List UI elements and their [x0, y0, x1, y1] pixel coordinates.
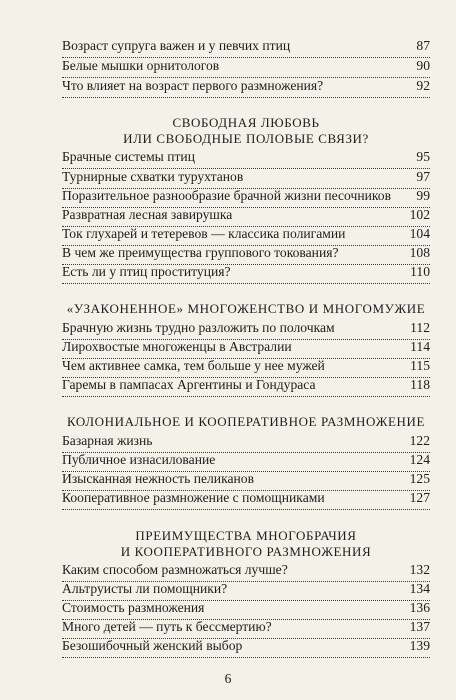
toc-entry: [62, 187, 430, 208]
entry-page-number: 115: [410, 358, 430, 373]
entry-title: Чем активнее самка, тем больше у нее мужей: [62, 358, 325, 373]
entry-title: Гаремы в пампасах Аргентины и Гондураса: [62, 377, 316, 392]
toc-entry: [62, 263, 430, 284]
entry-page-number: 87: [416, 38, 430, 53]
entry-title: Публичное изнасилование: [62, 452, 216, 467]
entry-title: Много детей — путь к бессмертию?: [62, 619, 272, 634]
toc-entry: [62, 637, 430, 658]
toc-entry: [62, 244, 430, 265]
entry-title: Брачную жизнь трудно разложить по полочкам: [62, 320, 335, 335]
entry-title: Брачные системы птиц: [62, 149, 195, 164]
toc-entry: [62, 37, 430, 58]
entry-title: В чем же преимущества группового токования?: [62, 245, 339, 260]
entry-page-number: 102: [409, 207, 430, 222]
entry-page-number: 125: [409, 471, 430, 486]
entry-title: Поразительное разнообразие брачной жизни песочников: [62, 188, 392, 203]
entry-page-number: 139: [409, 638, 430, 653]
entry-title: Альтруисты ли помощники?: [62, 581, 228, 596]
entry-title: Лирохвостые многоженцы в Австралии: [62, 339, 292, 354]
toc-entry: [62, 618, 430, 639]
page-number: 6: [224, 671, 232, 686]
section-heading: СВОБОДНАЯ ЛЮБОВЬ: [172, 115, 320, 130]
entry-page-number: 104: [409, 226, 430, 241]
toc-entry: [62, 357, 430, 378]
toc-entry: [62, 432, 430, 453]
entry-title: Что влияет на возраст первого размножения?: [62, 78, 324, 93]
entry-title: Возраст супруга важен и у певчих птиц: [62, 38, 291, 53]
entry-page-number: 137: [409, 619, 430, 634]
section-heading: КОЛОНИАЛЬНОЕ И КООПЕРАТИВНОЕ РАЗМНОЖЕНИЕ: [66, 414, 426, 429]
entry-title: Стоимость размножения: [62, 600, 205, 615]
entry-page-number: 90: [416, 58, 430, 73]
toc-entry: [62, 599, 430, 620]
entry-page-number: 95: [416, 149, 430, 164]
entry-title: Безошибочный женский выбор: [62, 638, 243, 653]
entry-title: Изысканная нежность пеликанов: [62, 471, 254, 486]
toc-entry: [62, 206, 430, 227]
entry-page-number: 118: [410, 377, 430, 392]
section-heading: «УЗАКОНЕННОЕ» МНОГОЖЕНСТВО И МНОГОМУЖИЕ: [66, 301, 426, 316]
entry-page-number: 99: [416, 188, 430, 203]
entry-page-number: 127: [409, 490, 430, 505]
toc-entry: [62, 77, 430, 98]
toc-entry: [62, 319, 430, 340]
entry-title: Кооперативное размножение с помощниками: [62, 490, 325, 505]
section-heading: ПРЕИМУЩЕСТВА МНОГОБРАЧИЯ: [135, 528, 357, 543]
toc-entry: [62, 561, 430, 582]
entry-page-number: 97: [416, 169, 430, 184]
entry-page-number: 114: [410, 339, 430, 354]
entry-page-number: 112: [410, 320, 430, 335]
toc-entry: [62, 57, 430, 78]
section-heading: ИЛИ СВОБОДНЫЕ ПОЛОВЫЕ СВЯЗИ?: [123, 131, 369, 146]
toc-entry: [62, 489, 430, 510]
entry-title: Каким способом размножаться лучше?: [62, 562, 288, 577]
entry-page-number: 110: [410, 264, 430, 279]
toc-entry: [62, 225, 430, 246]
entry-title: Белые мышки орнитологов: [62, 58, 220, 73]
entry-title: Базарная жизнь: [62, 433, 153, 448]
entry-page-number: 122: [409, 433, 430, 448]
toc-entry: [62, 451, 430, 472]
entry-title: Ток глухарей и тетеревов — классика полигамии: [62, 226, 346, 241]
section-heading: И КООПЕРАТИВНОГО РАЗМНОЖЕНИЯ: [120, 544, 372, 559]
entry-page-number: 108: [409, 245, 430, 260]
entry-title: Турнирные схватки турухтанов: [62, 169, 244, 184]
toc-entry: [62, 376, 430, 397]
toc-entry: [62, 148, 430, 169]
entry-title: Развратная лесная завирушка: [62, 207, 233, 222]
entry-page-number: 132: [409, 562, 430, 577]
entry-title: Есть ли у птиц проституция?: [62, 264, 231, 279]
toc-entry: [62, 580, 430, 601]
toc-entry: [62, 168, 430, 189]
toc-entry: [62, 470, 430, 491]
entry-page-number: 134: [409, 581, 430, 596]
entry-page-number: 136: [409, 600, 430, 615]
toc-entry: [62, 338, 430, 359]
entry-page-number: 124: [409, 452, 430, 467]
entry-page-number: 92: [416, 78, 430, 93]
